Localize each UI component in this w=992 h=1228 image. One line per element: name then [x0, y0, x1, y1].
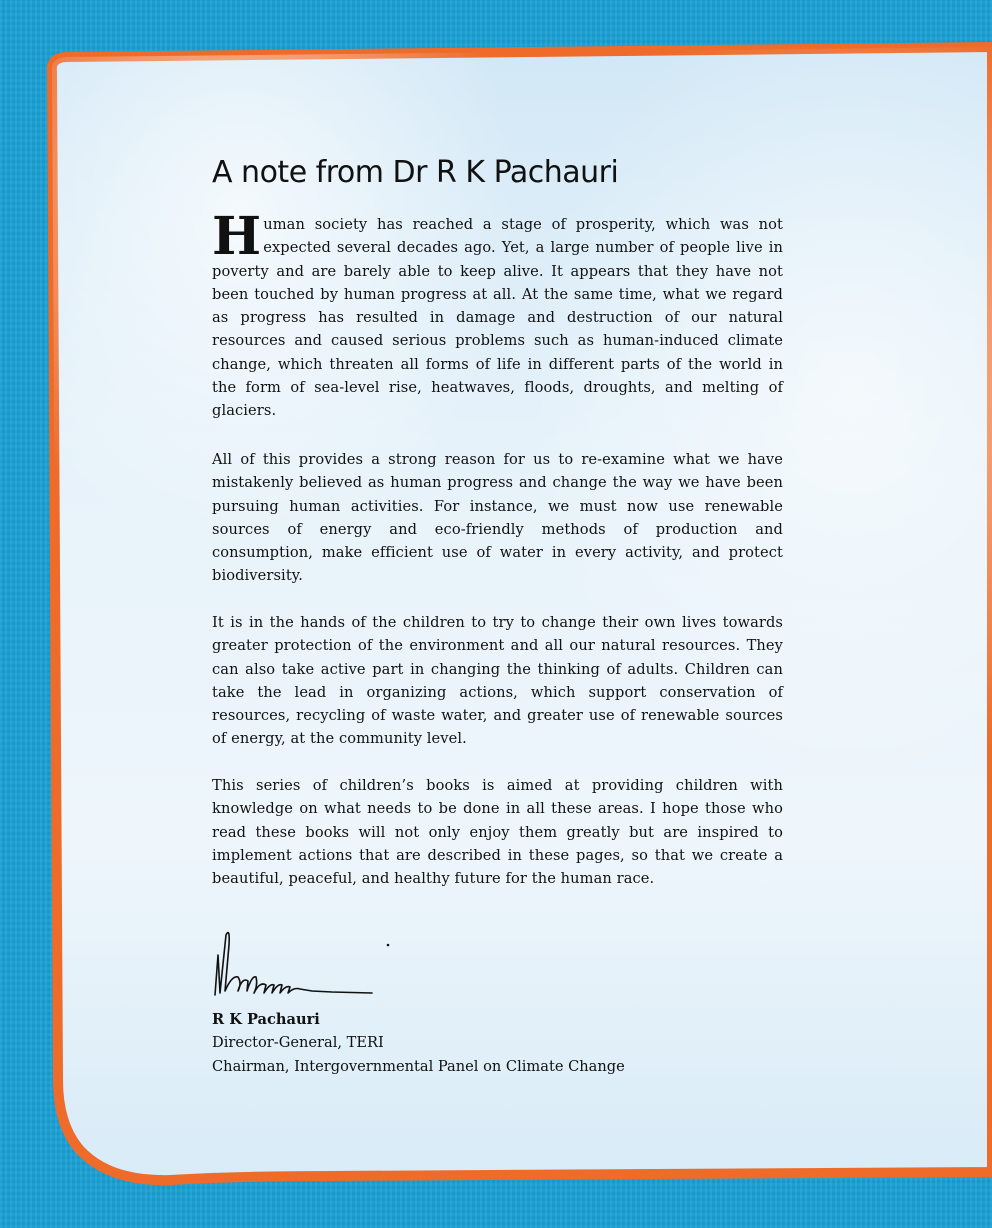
- signatory-title-teri: Director-General, TERI: [212, 1034, 384, 1052]
- signature-icon: [212, 925, 392, 1005]
- signatory-name: R K Pachauri: [212, 1011, 320, 1028]
- signatory-title-ipcc: Chairman, Intergovernmental Panel on Climate Change: [212, 1057, 625, 1075]
- paragraph-text: uman society has reached a stage of prosperity, which was not expected several decades ago. Yet, a large number of people live in poverty and are barely able to keep alive. It appears that they have not been touched by human progress at all. At the same time, what we regard as progress has resulted in damage and destruction of our natural resources and caused serious problems such as human-induced climate change, which threaten all forms of life in different parts of the world in the form of sea-level rise, heatwaves, floods, droughts, and melting of glaciers.: [212, 216, 783, 420]
- paragraph-4: This series of children’s books is aimed at providing children with knowledge on what needs to be done in all these areas. I hope those who read these books will not only enjoy them greatly but are inspired to implement actions that are described in these pages, so that we create a beautiful, peaceful, and healthy future for the human race.: [212, 777, 783, 888]
- signature-block: [212, 1008, 625, 1078]
- paragraph-1: [212, 206, 783, 423]
- page-title: A note from Dr R K Pachauri: [212, 155, 619, 190]
- paragraph-2: All of this provides a strong reason for us to re-examine what we have mistakenly believed as human progress and change the way we have been pursuing human activities. For instance, we must now use renewable sources of energy and eco-friendly methods of production and consumption, make efficient use of water in every activity, and protect biodiversity.: [212, 451, 783, 585]
- drop-cap: H: [212, 206, 262, 267]
- paragraph-3: It is in the hands of the children to try to change their own lives towards greater protection of the environment and all our natural resources. They can also take active part in changing the thinking of adults. Children can take the lead in organizing actions, which support conservation of resources, recycling of waste water, and greater use of renewable sources of energy, at the community level.: [212, 614, 783, 748]
